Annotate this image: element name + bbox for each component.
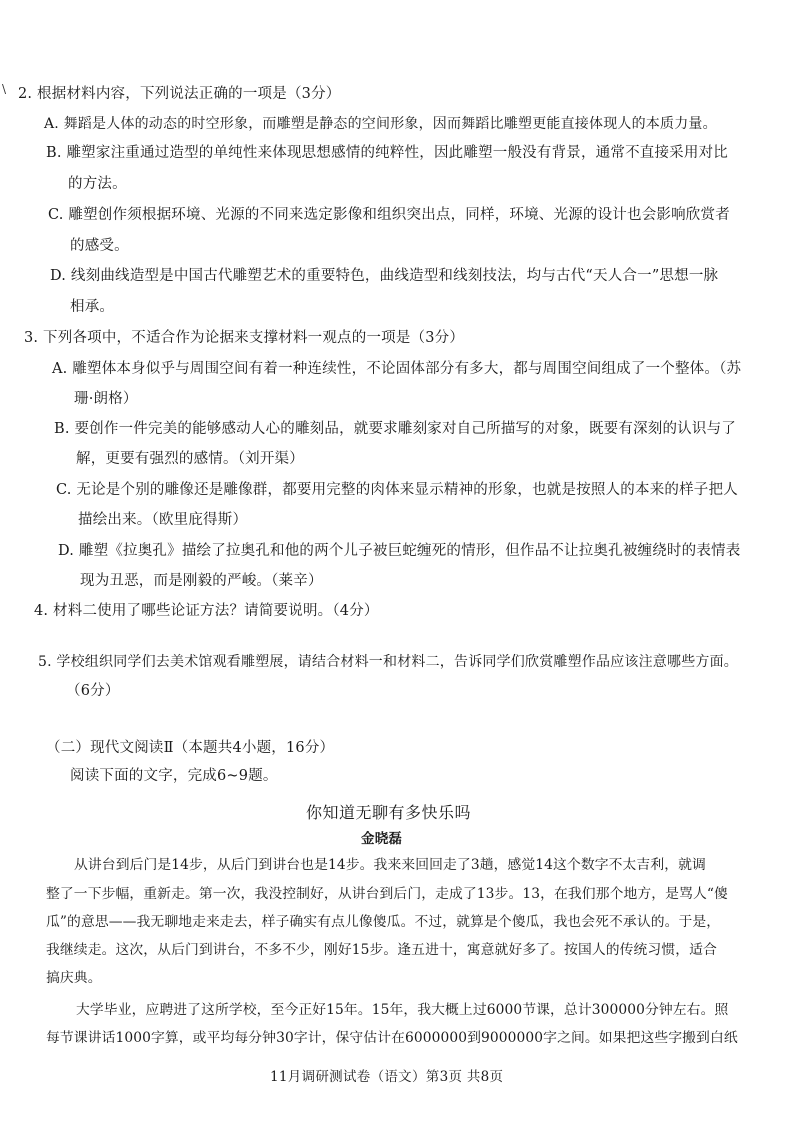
question-2-option-b-line-2: 的方法。	[68, 176, 127, 192]
article-author: 金晓磊	[361, 831, 403, 847]
article-line: 我继续走。这次，从后门到讲台，不多不少，刚好15步。逢五进十，寓意就好多了。按国人的传统习惯，适合	[46, 942, 717, 958]
article-line: 瓜”的意思——我无聊地走来走去，样子确实有点儿像傻瓜。不过，就算是个傻瓜，我也会死不承认的。于是，	[46, 914, 721, 930]
question-3-option-b-line-2: 解，更要有强烈的感情。（刘开渠）	[76, 451, 304, 467]
article-line: 大学毕业，应聘进了这所学校，至今正好15年。15年，我大概上过6000节课，总计300000分钟左右。照	[76, 1002, 729, 1018]
question-3-option-a-line-1: A. 雕塑体本身似乎与周围空间有着一种连续性，不论固体部分有多大，都与周围空间组成了一个整体。（苏	[52, 361, 742, 377]
question-2-option-d-line-2: 相承。	[70, 299, 115, 315]
question-2-option-c-line-1: C. 雕塑创作须根据环境、光源的不同来选定影像和组织突出点，同样，环境、光源的设计也会影响欣赏者	[48, 207, 730, 223]
article-line: 整了一下步幅，重新走。第一次，我没控制好，从讲台到后门，走成了13步。13，在我们那个地方，是骂人“傻	[46, 886, 728, 902]
question-5-line-2: （6分）	[66, 683, 120, 699]
article-line: 从讲台到后门是14步，从后门到讲台也是14步。我来来回回走了3趟，感觉14这个数字不太吉利，就调	[74, 857, 706, 873]
page-footer: 11月调研测试卷（语文）第3页 共8页	[270, 1069, 504, 1085]
question-3-option-b-line-1: B. 要创作一件完美的能够感动人心的雕刻品，就要求雕刻家对自己所描写的对象，既要有深刻的认识与了	[54, 421, 736, 437]
article-line: 每节课讲话1000字算，或平均每分钟30字计，保守估计在6000000到9000000字之间。如果把这些字搬到白纸	[46, 1030, 738, 1046]
question-3-option-c-line-2: 描绘出来。（欧里庇得斯）	[78, 512, 248, 528]
section-instruction: 阅读下面的文字，完成6~9题。	[70, 768, 278, 784]
question-2-option-b-line-1: B. 雕塑家注重通过造型的单纯性来体现思想感情的纯粹性，因此雕塑一般没有背景，通常不直接采用对比	[46, 145, 728, 161]
question-2-option-c-line-2: 的感受。	[70, 238, 129, 254]
question-2-option-d-line-1: D. 线刻曲线造型是中国古代雕塑艺术的重要特色，曲线造型和线刻技法，均与古代“天人合一”思想一脉	[50, 268, 719, 284]
question-4: 4. 材料二使用了哪些论证方法？请简要说明。（4分）	[34, 603, 379, 619]
article-line: 搞庆典。	[46, 970, 102, 986]
question-3-option-d-line-1: D. 雕塑《拉奥孔》描绘了拉奥孔和他的两个儿子被巨蛇缠死的情形，但作品不让拉奥孔被缠绕时的表情表	[58, 543, 741, 559]
question-3-option-a-line-2: 珊·朗格）	[74, 391, 138, 407]
margin-mark: \	[2, 82, 7, 96]
question-2-stem: 2. 根据材料内容，下列说法正确的一项是（3分）	[18, 86, 341, 102]
question-3-option-c-line-1: C. 无论是个别的雕像还是雕像群，都要用完整的肉体来显示精神的形象，也就是按照人的本来的样子把人	[56, 482, 738, 498]
section-heading: （二）现代文阅读Ⅱ（本题共4小题，16分）	[46, 740, 335, 756]
question-5-line-1: 5. 学校组织同学们去美术馆观看雕塑展，请结合材料一和材料二，告诉同学们欣赏雕塑作品应该注意哪些方面。	[38, 654, 739, 670]
question-2-option-a: A. 舞蹈是人体的动态的时空形象，而雕塑是静态的空间形象，因而舞蹈比雕塑更能直接体现人的本质力量。	[44, 116, 717, 132]
question-3-stem: 3. 下列各项中，不适合作为论据来支撑材料一观点的一项是（3分）	[24, 330, 465, 346]
article-title: 你知道无聊有多快乐吗	[306, 803, 472, 822]
question-3-option-d-line-2: 现为丑恶，而是刚毅的严峻。（莱辛）	[80, 573, 323, 589]
